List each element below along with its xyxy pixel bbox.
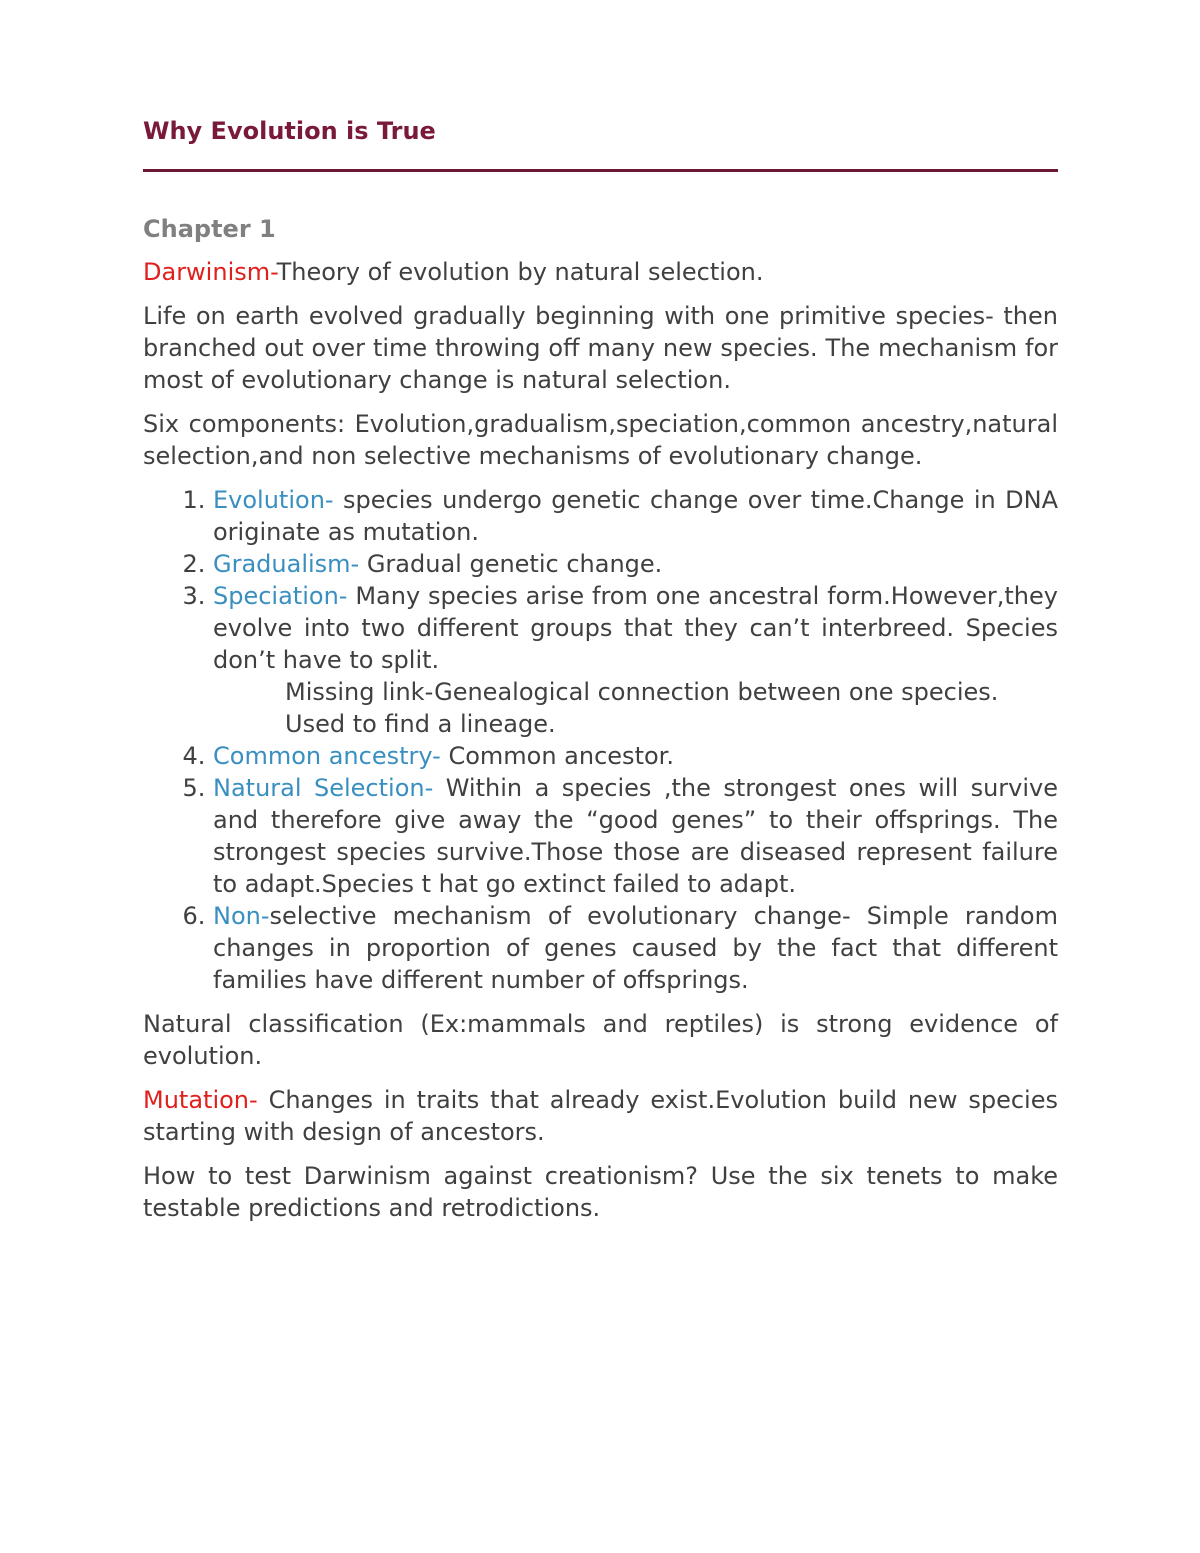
mutation-definition: Changes in traits that already exist.Evolution build new species starting with design of ancestors.: [143, 1086, 1058, 1146]
list-item-term: Natural Selection-: [213, 774, 434, 802]
list-item-term: Common ancestry-: [213, 742, 441, 770]
title-divider: [143, 169, 1058, 172]
list-item: [213, 900, 1058, 996]
list-item-term: Gradualism-: [213, 550, 360, 578]
darwinism-definition: Theory of evolution by natural selection.: [276, 258, 764, 286]
closing-paragraph: How to test Darwinism against creationism? Use the six tenets to make testable predictions and retrodictions.: [143, 1162, 1058, 1222]
darwinism-term: Darwinism-: [143, 258, 277, 286]
natural-classification-paragraph: Natural classification (Ex:mammals and reptiles) is strong evidence of evolution.: [143, 1010, 1058, 1070]
list-item-text: Gradual genetic change.: [359, 550, 663, 578]
mutation-paragraph: [143, 1084, 1058, 1148]
list-item: [213, 484, 1058, 548]
list-item: [213, 548, 1058, 580]
missing-link-note: Missing link-Genealogical connection between one species. Used to find a lineage.: [285, 678, 999, 738]
darwinism-paragraph: [143, 256, 1058, 288]
list-item-text: Common ancestor.: [440, 742, 674, 770]
list-item-text: Many species arise from one ancestral form.However,they evolve into two different groups that they can’t interbreed. Species don’t have to split.: [213, 582, 1058, 674]
document-page: [143, 112, 1058, 1236]
list-item: [213, 740, 1058, 772]
mutation-term: Mutation-: [143, 1086, 258, 1114]
list-item-term: Speciation-: [213, 582, 348, 610]
list-item-term: Evolution-: [213, 486, 334, 514]
list-item-text: Within a species ,the strongest ones will survive and therefore give away the “good genes” to their offsprings. The strongest species survive.Those those are diseased represent failure to adapt.Species t hat go extinct failed to adapt.: [213, 774, 1059, 898]
intro-paragraph: Life on earth evolved gradually beginning with one primitive species- then branched out over time throwing off many new species. The mechanism for most of evolutionary change is natural selection.: [143, 302, 1058, 394]
list-item-text: selective mechanism of evolutionary change- Simple random changes in proportion of genes caused by the fact that different families have different number of offsprings.: [213, 902, 1058, 994]
six-components-paragraph: Six components: Evolution,gradualism,speciation,common ancestry,natural selection,and non selective mechanisms of evolutionary change.: [143, 410, 1058, 470]
chapter-heading: Chapter 1: [143, 215, 276, 243]
list-item-term: Non-: [213, 902, 270, 930]
list-item: [213, 772, 1058, 900]
list-item-text: species undergo genetic change over time.Change in DNA originate as mutation.: [213, 486, 1058, 546]
components-list: [143, 484, 1058, 996]
document-title: Why Evolution is True: [143, 117, 436, 145]
list-item: [213, 580, 1058, 740]
